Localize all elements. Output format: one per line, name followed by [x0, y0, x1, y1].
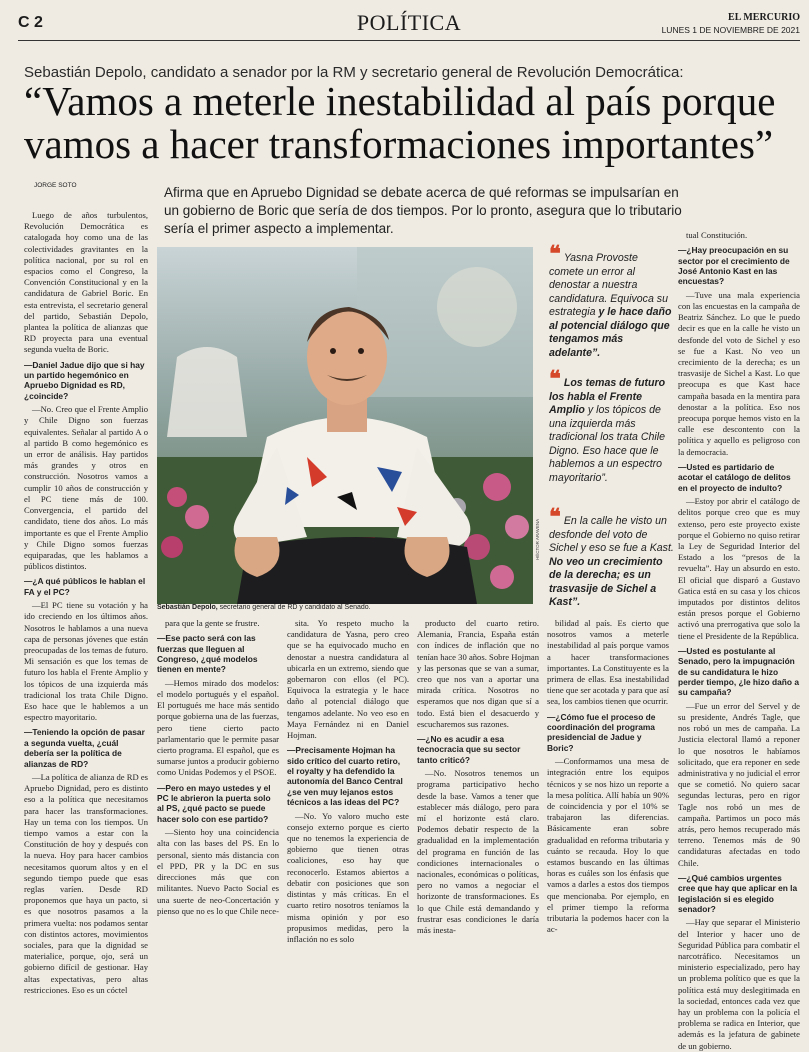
paragraph: —Hemos mirado dos modelos: el modelo portugués y el español. El portugués me hace más sentido porque gobierna una de las fuerzas, pero tiene cierto pacto parlamentario que le permite pasar cierto programa. El español, que es sumarse juntos a producir gobierno como Unidas Podemos y el PSOE.: [157, 677, 279, 778]
paragraph: —No. Nosotros tenemos un programa participativo hecho desde la base. Vamos a tener que establecer más diálogo, pero para mí el horizonte está claro. Podemos debatir respecto de la gradualidad en la implementación del programa en función de las condiciones internacionales o nacionales, económicas o políticas, pero no vamos a negociar el horizonte de transformaciones. Es lo que Chile está demandando y frustrar esas condiciones le daría más inesta-: [417, 768, 539, 936]
interview-question: —¿Hay preocupación en su sector por el crecimiento de José Antonio Kast en las encuestas?: [678, 245, 790, 287]
interview-question: —Daniel Jadue dijo que si hay un partido hegemónico en Apruebo Dignidad es RD, ¿coincide?: [24, 359, 145, 401]
publication-date: LUNES 1 DE NOVIEMBRE DE 2021: [661, 25, 800, 35]
paragraph: para que la gente se frustre.: [165, 618, 260, 628]
interview-question: —¿Cómo fue el proceso de coordinación del programa presidencial de Jadue y Boric?: [547, 711, 656, 753]
paragraph: —Siento hoy una coincidencia alta con las bases del PS. En lo personal, siento más distancia con el PPD, PR y la DC en sus direcciones más que con militantes. Nuevo Pacto Social es una suerte de neo-Concertación y pienso que no es lo que Chile nece-: [157, 827, 279, 916]
paragraph: tual Constitución.: [686, 230, 748, 240]
pullquote-1: [549, 241, 675, 360]
headline-line-1: “Vamos a meterle inestabilidad al país porque: [24, 78, 776, 124]
publication-name: EL MERCURIO: [728, 12, 800, 23]
quote-mark-icon: ❝: [549, 241, 561, 266]
interview-question: —¿No es acudir a esa tecnocracia que su sector tanto criticó?: [417, 734, 521, 765]
text-column-4: [417, 618, 539, 936]
interview-question: —Teniendo la opción de pasar a segunda vuelta, ¿cuál debería ser la política de alianzas de RD?: [24, 727, 145, 769]
interview-question: —Usted es postulante al Senado, pero la impugnación de su candidatura le hizo perder tiempo, ¿le hizo daño a su campaña?: [678, 645, 799, 698]
text-column-2: [157, 618, 279, 916]
paragraph: —La política de alianza de RD es Apruebo Dignidad, pero es distinto eso a la política que necesitamos para hacer las transformaciones. Hay un tema con los tiempos. Un tiempo vamos a estar con la Constitución de hoy y después con la nueva. Hoy para hacer cambios necesitamos quorum altos y en el segundo tiempo puede que esas reglas varíen. Desde RD proponemos que haya un pacto, si es que nosotros pasamos a la primera vuelta: nos podamos sentar con distintos actores, movimientos sociales, para que la dignidad se materialice, porque, ojo, será un gobierno difícil de gestionar. Hay altas expectativas, pero altas restricciones. Eso es un cóctel: [24, 771, 148, 995]
paragraph: bilidad al país. Es cierto que nosotros vamos a meterle inestabilidad al país porque vamos a hacer transformaciones importantes. La Constituyente es la primera de ellas. Esa inestabilidad tiene que ser acotada y para que así sea, los cambios tienen que ocurrir.: [547, 618, 669, 707]
article-summary: Afirma que en Apruebo Dignidad se debate acerca de qué reformas se impulsarían en un gobierno de Boric que sería de dos tiempos. Por lo pronto, asegura que lo tributario sería el primer aspecto a implementar.: [164, 185, 682, 236]
interview-question: —¿Qué cambios urgentes cree que hay que aplicar en la legislación si es elegido senador?: [678, 872, 798, 915]
caption-name: Sebastián Depolo,: [157, 604, 218, 611]
pullquote-3: [549, 504, 675, 610]
paragraph: Luego de años turbulentos, Revolución Democrática es catalogada hoy como una de las colectividades gravitantes en la política nacional, por su rol en espacios como el Congreso, la Convención Constitucional y en la candidatura de Gabriel Boric. En esta entrevista, el secretario general del partido, Sebastián Depolo, plantea la política de alianzas que RD proyecta para una eventual segunda vuelta de Boric.: [24, 210, 148, 355]
pullquote-1-text: Yasna Provoste comete un error al denostar a nuestra candidatura. Equivoca su estrategia: [549, 252, 668, 318]
pullquote-2-bold: Los temas de futuro los habla el Frente Amplio: [549, 377, 666, 416]
caption-text: secretario general de RD y candidato al Senado.: [217, 604, 371, 611]
pullquote-3-bold: No veo un crecimiento de la derecha; es un trasvasije de Sichel a Kast”.: [549, 555, 663, 608]
paragraph: —Hay que separar el Ministerio del Interior y hacer uno de Seguridad Pública para combatir el narcotráfico. Necesitamos un ministerio especializado, pero hay un problema político que es que la política está muy deslegitimada en la sociedad, entonces cada vez que hay un problema con la policía el problema se radica en Interior, que además es la jefatura de gabinete de un gobierno.: [678, 917, 800, 1051]
text-column-3: [287, 618, 409, 944]
paragraph: —Estoy por abrir el catálogo de delitos porque creo que es muy extenso, pero este proyecto existe porque el Gobierno no quiso retirar la Ley de Seguridad Interior del Estado a los “presos de la revuelta”. Hay un absurdo en esto. El oficial que disparó a Gustavo Gatica está en su casa y los chicos imputados por distintos delitos están presos porque el Gobierno activó una prerrogativa que solo la tiene el Presidente de la República.: [678, 496, 800, 641]
portrait-photo: [157, 247, 533, 604]
paragraph: —No. Yo valoro mucho este consejo externo porque es cierto que no tenemos la experiencia de gobierno que tienen otras coaliciones, eso hay que reconocerlo. Estamos abiertos a debatir con posiciones que son distintas y más críticas. En el cuarto retiro nosotros teníamos la misma opinión y por eso propusimos medidas, pero la inflación no es solo: [287, 810, 409, 944]
headline-line-2: vamos a hacer transformaciones importantes”: [24, 121, 774, 167]
pullquote-2-text: y los tópicos de una izquierda más tradicional los trata Chile Digno. Eso hace que le hablemos a un espectro mayoritario”.: [549, 404, 665, 484]
interview-question: —¿A qué públicos le hablan el FA y el PC?: [24, 576, 146, 597]
paragraph: —Conformamos una mesa de integración entre los equipos técnicos y se nos hizo un reporte a la mesa política. Allí había un 90% de coincidencia y por el 10% se trabajaron las diferencias. Básicamente eran sobre gradualidad en reforma tributaria y cuánto se recauda. Hoy lo que estamos buscando en las últimas horas es cuáles son los énfasis que vamos a darles a estos dos tiempos que mencionaba. Por ejemplo, en el primer tiempo la reforma tributaria la podemos hacer con la ac-: [547, 756, 669, 935]
interview-question: —Pero en mayo ustedes y el PC le abrieron la puerta solo al PS, ¿qué pacto se puede hacer solo con ese partido?: [157, 782, 271, 824]
quote-mark-icon: ❝: [549, 366, 561, 391]
pullquote-1-bold: y le hace daño al potencial diálogo que tengamos más adelante”.: [549, 306, 672, 359]
article-kicker: Sebastián Depolo, candidato a senador por la RM y secretario general de Revolución Democrática:: [24, 64, 684, 81]
section-title: POLÍTICA: [356, 10, 462, 35]
article-headline: [24, 80, 775, 166]
photo-credit: HÉCTOR ARAVENA: [535, 518, 540, 560]
photo-caption: [157, 604, 537, 611]
quote-mark-icon: ❝: [549, 504, 561, 529]
page-number: C 2: [18, 14, 43, 31]
byline: JORGE SOTO: [34, 182, 77, 189]
text-column-6: [678, 230, 800, 1051]
paragraph: sita. Yo respeto mucho la candidatura de Yasna, pero creo que se ha equivocado mucho en denostar a nuestra candidatura al ubicarla en un extremo, siendo que gobernaron con ellos (el PC). Equivoca la estrategia y le hace daño al potencial diálogo que tengamos adelante. No veo eso en Maya Fernández ni en Daniel Hojman.: [287, 618, 409, 741]
paragraph: —Tuve una mala experiencia con las encuestas en la campaña de Beatriz Sánchez. Lo que le puedo decir es que en la calle he visto un desfonde del voto de Sichel y eso se fue a Kast. No veo un crecimiento de la derecha; es un trasvasije de Sichel a Kast. Lo que preocupa es que Kast hace campaña basada en la mentira para denostar a la política. Eso nos preocupa porque hemos visto en la calle ese descontento con la política y aquello es peligroso con la democracia.: [678, 289, 800, 457]
paragraph: —Fue un error del Servel y de su presidente, Andrés Tagle, que nos robó un mes de campaña. La Justicia electoral llamó a reponer lo que nosotros le habíamos solicitado, que era reponer en sede administrativa y no judicial el error que se cometió. No quiero sacar segundas lecturas, pero en rigor Tagle nos robó un mes de campaña. Partimos un poco más atrás, pero hemos recuperado más terreno. Tenemos más de 90 candidaturas afectadas en todo Chile.: [678, 700, 800, 868]
paragraph: —El PC tiene su votación y ha ido creciendo en los últimos años. Nosotros le hablamos a una nueva capa de personas jóvenes que están preocupadas de los temas de futuro. Mi sensación es que los temas de futuro los habla el Frente Amplio y los tópicos de una izquierda más tradicional los trata Chile Digno. Eso hace que le hablemos a un espectro mayoritario.: [24, 600, 148, 723]
interview-question: —Ese pacto será con las fuerzas que lleguen al Congreso, ¿qué modelos tienen en mente?: [157, 633, 258, 675]
pullquote-3-text: En la calle he visto un desfonde del voto de Sichel y eso se fue a Kast.: [549, 515, 674, 554]
pullquote-2: [549, 366, 675, 485]
portrait-illustration: [157, 247, 533, 604]
page-header: [18, 8, 800, 41]
paragraph: producto del cuarto retiro. Alemania, Francia, España están con índices de inflación que no tenían hace 30 años. Sobre Hojman y las personas que se van a sumar, creo que nos van a aportar una mirada crítica. Nosotros no esperamos que nos digan que sí a todo. Está bien el desacuerdo y escucharemos sus razones.: [417, 618, 539, 729]
text-column-1: [24, 210, 148, 995]
text-column-5: [547, 618, 669, 935]
interview-question: —Usted es partidario de acotar el catálogo de delitos en el proyecto de indulto?: [678, 461, 791, 493]
interview-question: —Precisamente Hojman ha sido crítico del cuarto retiro, el royalty y ha defendido la autonomía del Banco Central ¿se ven muy lejanos estos técnicos a las ideas del PC?: [287, 745, 403, 808]
paragraph: —No. Creo que el Frente Amplio y Chile Digno son fuerzas equivalentes. Señalar al partido A o al partido B como hegemónico es un error de análisis. Hay partidos más grandes y otros en construcción. Nosotros vamos a cumplir 10 años de construcción y el PC tiene más de 100. Convergencia, el partido del candidato, tiene dos años. Lo más importante es que el Frente Amplio y Chile Digno somos fuerzas equiparadas, que les hablamos a públicos distintos.: [24, 404, 148, 572]
